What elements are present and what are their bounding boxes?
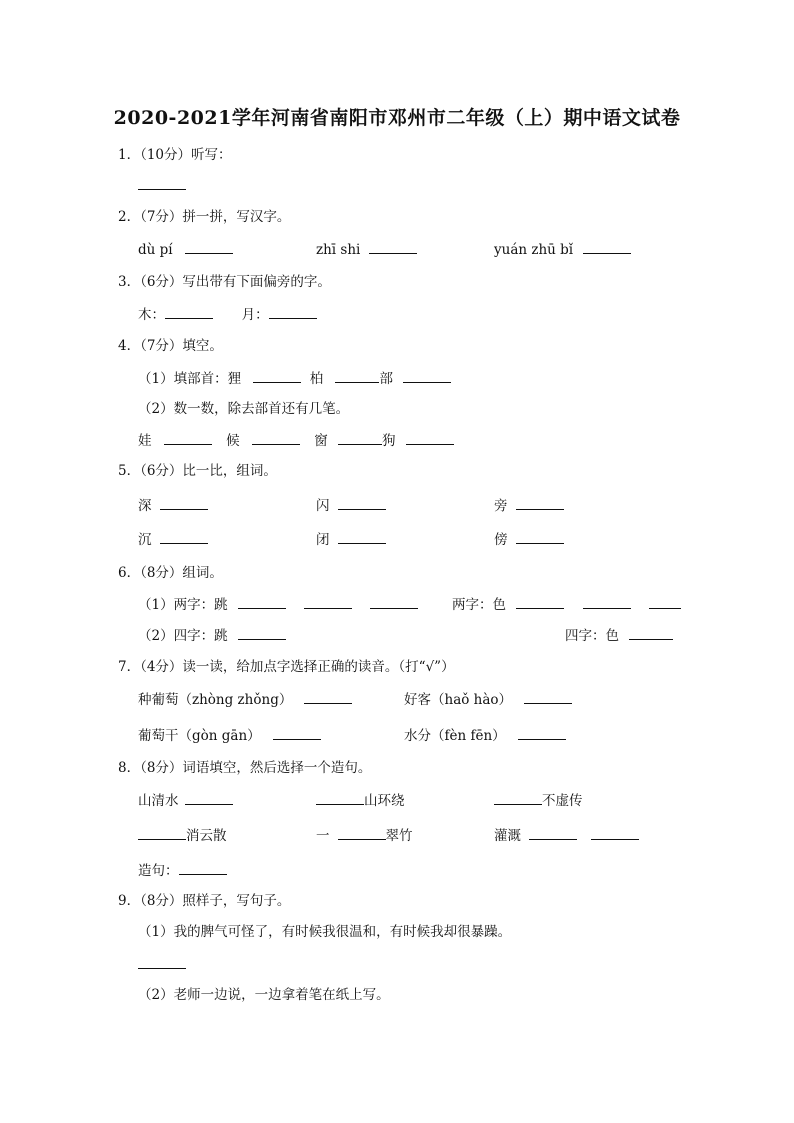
char: 候 [226,433,240,449]
answer-blank[interactable] [370,595,418,609]
answer-blank[interactable] [304,595,352,609]
sub-label: （2）四字：跳 [138,628,228,644]
pinyin-text: yuán zhū bǐ [494,242,574,258]
question-9-sub-2: （2）老师一边说，一边拿着笔在纸上写。 [138,987,390,1003]
word-with-pinyin: 葡萄干（gòn gān） [138,728,261,744]
answer-blank[interactable] [269,305,317,319]
char: 狸 [227,371,242,387]
answer-blank[interactable] [160,530,208,544]
sub-label: 四字：色 [565,628,619,644]
question-4-sub-1 [138,369,451,388]
idiom-part: 不虚传 [542,793,583,809]
char: 狗 [381,433,396,449]
answer-blank[interactable] [338,431,382,445]
answer-blank[interactable] [591,826,639,840]
question-6-sub-2b [565,626,673,645]
char: 沉 [138,532,152,548]
char: 傍 [494,532,508,548]
question-7-label: 7．（4分）读一读，给加点字选择正确的读音。（打“√”） [118,659,455,675]
answer-blank[interactable] [138,176,186,190]
page-title: 2020-2021学年河南省南阳市邓州市二年级（上）期中语文试卷 [113,107,681,129]
radical-wood: 木： [138,307,165,323]
sub-label: 两字：色 [452,597,506,613]
pronunciation-item [404,726,566,745]
answer-blank[interactable] [160,496,208,510]
answer-blank[interactable] [494,791,542,805]
idiom-item [138,826,227,845]
pinyin-item-2 [316,240,417,259]
answer-blank[interactable] [516,496,564,510]
sub-label: （1）填部首： [138,371,228,387]
answer-blank[interactable] [649,595,681,609]
char: 闭 [316,532,330,548]
idiom-item [494,791,583,810]
answer-blank[interactable] [524,690,572,704]
answer-blank[interactable] [238,626,286,640]
radical-row [138,305,317,324]
question-9-label: 9．（8分）照样子，写句子。 [118,893,291,909]
answer-blank[interactable] [138,955,186,969]
pinyin-item-3 [494,240,631,259]
compare-item [138,496,208,515]
pinyin-text: dù pí [138,242,173,258]
idiom-part: 山环绕 [364,793,405,809]
answer-blank[interactable] [238,595,286,609]
idiom-part: 一 [316,828,330,844]
answer-blank[interactable] [516,595,564,609]
pinyin-item-1 [138,240,233,259]
question-6-sub-1 [138,595,418,614]
question-9-sub-1: （1）我的脾气可怪了，有时候我很温和，有时候我却很暴躁。 [138,924,512,940]
answer-blank[interactable] [529,826,577,840]
question-6-label: 6．（8分）组词。 [118,565,223,581]
answer-blank[interactable] [369,240,417,254]
char: 深 [138,498,152,514]
pronunciation-item [404,690,572,709]
answer-blank[interactable] [583,595,631,609]
char: 柏 [309,371,324,387]
word-with-pinyin: 水分（fèn fēn） [404,728,506,744]
word-with-pinyin: 种葡萄（zhòng zhǒng） [138,692,293,708]
answer-blank[interactable] [304,690,352,704]
answer-blank[interactable] [338,826,386,840]
answer-blank[interactable] [516,530,564,544]
answer-blank[interactable] [185,240,233,254]
question-6-sub-1b [452,595,681,614]
char: 窗 [314,433,328,449]
make-sentence-label: 造句： [138,863,179,879]
question-3-label: 3．（6分）写出带有下面偏旁的字。 [118,274,331,290]
answer-blank[interactable] [185,791,233,805]
answer-blank[interactable] [338,530,386,544]
char: 娃 [138,433,152,449]
answer-blank[interactable] [253,369,301,383]
answer-blank[interactable] [629,626,673,640]
compare-item [494,496,564,515]
answer-blank[interactable] [406,431,454,445]
answer-blank[interactable] [138,826,186,840]
idiom-item [316,791,405,810]
question-8-label: 8．（8分）词语填空，然后选择一个造句。 [118,760,372,776]
compare-item [316,530,386,549]
idiom-item [138,791,233,810]
radical-moon: 月： [241,307,269,323]
idiom-part: 翠竹 [385,828,413,844]
question-2-label: 2．（7分）拼一拼，写汉字。 [118,209,291,225]
stroke-count-row [138,431,454,450]
char: 闪 [316,498,330,514]
compare-item [316,496,386,515]
answer-blank[interactable] [338,496,386,510]
answer-blank[interactable] [518,726,566,740]
idiom-item [494,826,639,845]
answer-blank[interactable] [179,861,227,875]
pinyin-text: zhī shi [316,242,361,258]
question-4-sub-2: （2）数一数，除去部首还有几笔。 [138,401,350,417]
answer-blank[interactable] [273,726,321,740]
pronunciation-item [138,726,321,745]
question-5-label: 5．（6分）比一比，组词。 [118,463,277,479]
answer-blank[interactable] [403,369,451,383]
question-6-sub-2 [138,626,286,645]
question-1-label: 1．（10分）听写： [118,147,232,163]
answer-blank[interactable] [335,369,379,383]
question-9-answer-row [138,955,186,974]
answer-blank[interactable] [165,305,213,319]
answer-blank[interactable] [316,791,364,805]
answer-blank[interactable] [252,431,300,445]
idiom-part: 灌溉 [494,828,521,844]
compare-item [138,530,208,549]
answer-blank[interactable] [164,431,212,445]
char: 部 [379,371,393,387]
question-4-label: 4．（7分）填空。 [118,338,223,354]
pronunciation-item [138,690,352,709]
idiom-part: 山清水 [138,793,179,809]
char: 旁 [494,498,508,514]
idiom-item [316,826,413,845]
idiom-part: 消云散 [186,828,227,844]
word-with-pinyin: 好客（haǒ hào） [404,692,513,708]
answer-blank[interactable] [583,240,631,254]
make-sentence-row [138,861,227,880]
question-1-answer-row [138,176,186,195]
compare-item [494,530,564,549]
sub-label: （1）两字：跳 [138,597,228,613]
